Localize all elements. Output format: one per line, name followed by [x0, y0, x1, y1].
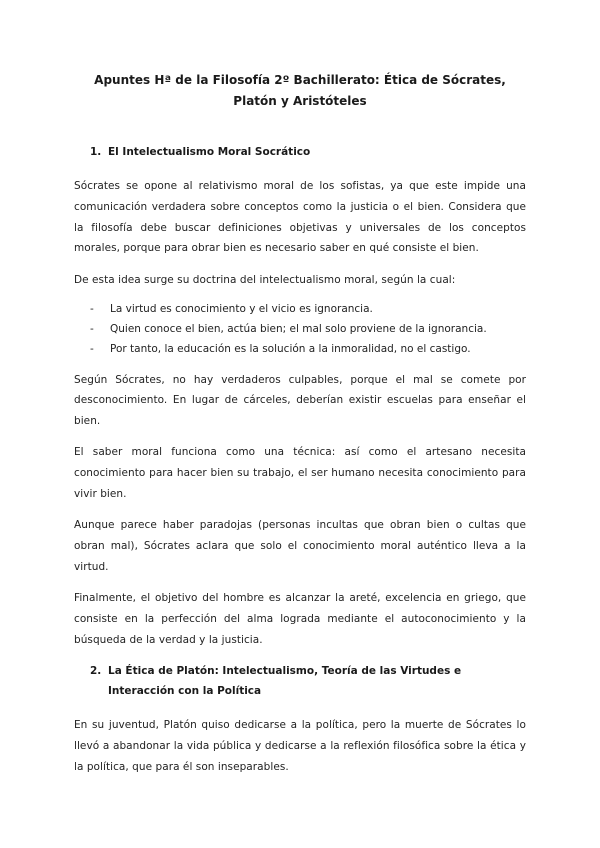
list-item [74, 299, 526, 319]
section-1-heading-text: El Intelectualismo Moral Socrático [108, 146, 311, 158]
list-marker: - [90, 323, 94, 336]
document-title: Apuntes Hª de la Filosofía 2º Bachillerato: Ética de Sócrates, Platón y Aristóteles [94, 73, 506, 108]
section-2-number: 2. [90, 665, 102, 678]
paragraph: Según Sócrates, no hay verdaderos culpables, porque el mal se comete por desconocimiento. En lugar de cárceles, deberían existir escuelas para enseñar el bien. [74, 373, 526, 428]
paragraph: Aunque parece haber paradojas (personas incultas que obran bien o cultas que obran mal), Sócrates aclara que solo el conocimiento moral auténtico lleva a la virtud. [74, 519, 526, 573]
section-1-number: 1. [90, 146, 102, 158]
paragraph: Finalmente, el objetivo del hombre es alcanzar la areté, excelencia en griego, que consiste en la perfección del alma lograda mediante el autoconocimiento y la búsqueda de la verdad y la justicia. [74, 592, 526, 646]
list-item [74, 339, 526, 359]
list-item [74, 319, 526, 339]
list-item-text: Quien conoce el bien, actúa bien; el mal solo proviene de la ignorancia. [110, 323, 487, 336]
list-marker: - [90, 302, 94, 315]
paragraph: Sócrates se opone al relativismo moral de los sofistas, ya que este impide una comunicación verdadera sobre conceptos como la justicia o el bien. Considera que la filosofía debe buscar definiciones objetivas y universales de los conceptos morales, porque para obrar bien es necesario saber en qué consiste el bien. [74, 180, 526, 255]
section-2-heading-text: La Ética de Platón: Intelectualismo, Teoría de las Virtudes e Interacción con la Política [108, 665, 462, 698]
list-item-text: La virtud es conocimiento y el vicio es ignorancia. [110, 302, 373, 315]
list-marker: - [90, 343, 94, 356]
section-2-heading [74, 661, 526, 701]
section-1-heading [74, 142, 526, 162]
paragraph: El saber moral funciona como una técnica: así como el artesano necesita conocimiento para hacer bien su trabajo, el ser humano necesita conocimiento para vivir bien. [74, 446, 526, 501]
list-item-text: Por tanto, la educación es la solución a la inmoralidad, no el castigo. [110, 343, 471, 356]
paragraph: De esta idea surge su doctrina del intelectualismo moral, según la cual: [74, 273, 456, 286]
paragraph: En su juventud, Platón quiso dedicarse a la política, pero la muerte de Sócrates lo llevó a abandonar la vida pública y dedicarse a la reflexión filosófica sobre la ética y la política, que para él son inseparables. [74, 719, 526, 773]
bullet-list [74, 299, 526, 360]
